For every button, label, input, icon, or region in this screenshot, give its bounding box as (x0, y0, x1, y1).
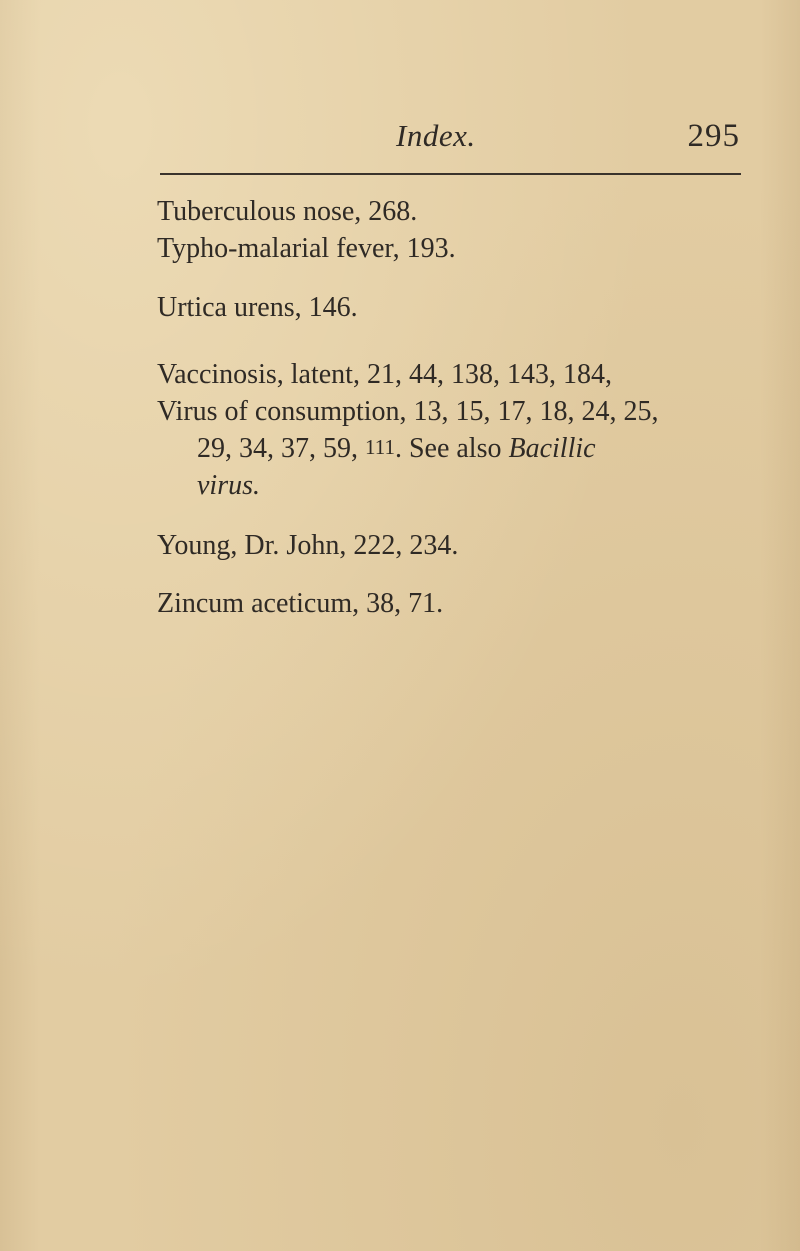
running-title: Index. (396, 118, 476, 153)
see-also-italic: Bacillic (508, 433, 596, 464)
index-entry-virus-italic-end: virus. (197, 470, 260, 501)
index-entry-tuberculous: Tuberculous nose, 268. (157, 196, 418, 227)
see-also-text: . See also (394, 433, 509, 464)
index-entry-typho-malarial: Typho-malarial fever, 193. (157, 233, 456, 264)
index-entry-urtica: Urtica urens, 146. (157, 292, 358, 323)
index-entry-young: Young, Dr. John, 222, 234. (157, 530, 459, 561)
index-entry-virus: Virus of consumption, 13, 15, 17, 18, 24, 25, (157, 396, 659, 427)
page-number: 295 (687, 118, 740, 154)
index-entry-zincum: Zincum aceticum, 38, 71. (157, 588, 444, 619)
index-entry-virus-continuation (197, 431, 596, 468)
index-entry-vaccinosis: Vaccinosis, latent, 21, 44, 138, 143, 184, (157, 359, 612, 390)
page-header (160, 118, 740, 168)
continuation-pages: 29, 34, 37, 59, (197, 433, 365, 464)
header-rule (160, 173, 741, 175)
continuation-page-small: 111 (365, 435, 395, 459)
